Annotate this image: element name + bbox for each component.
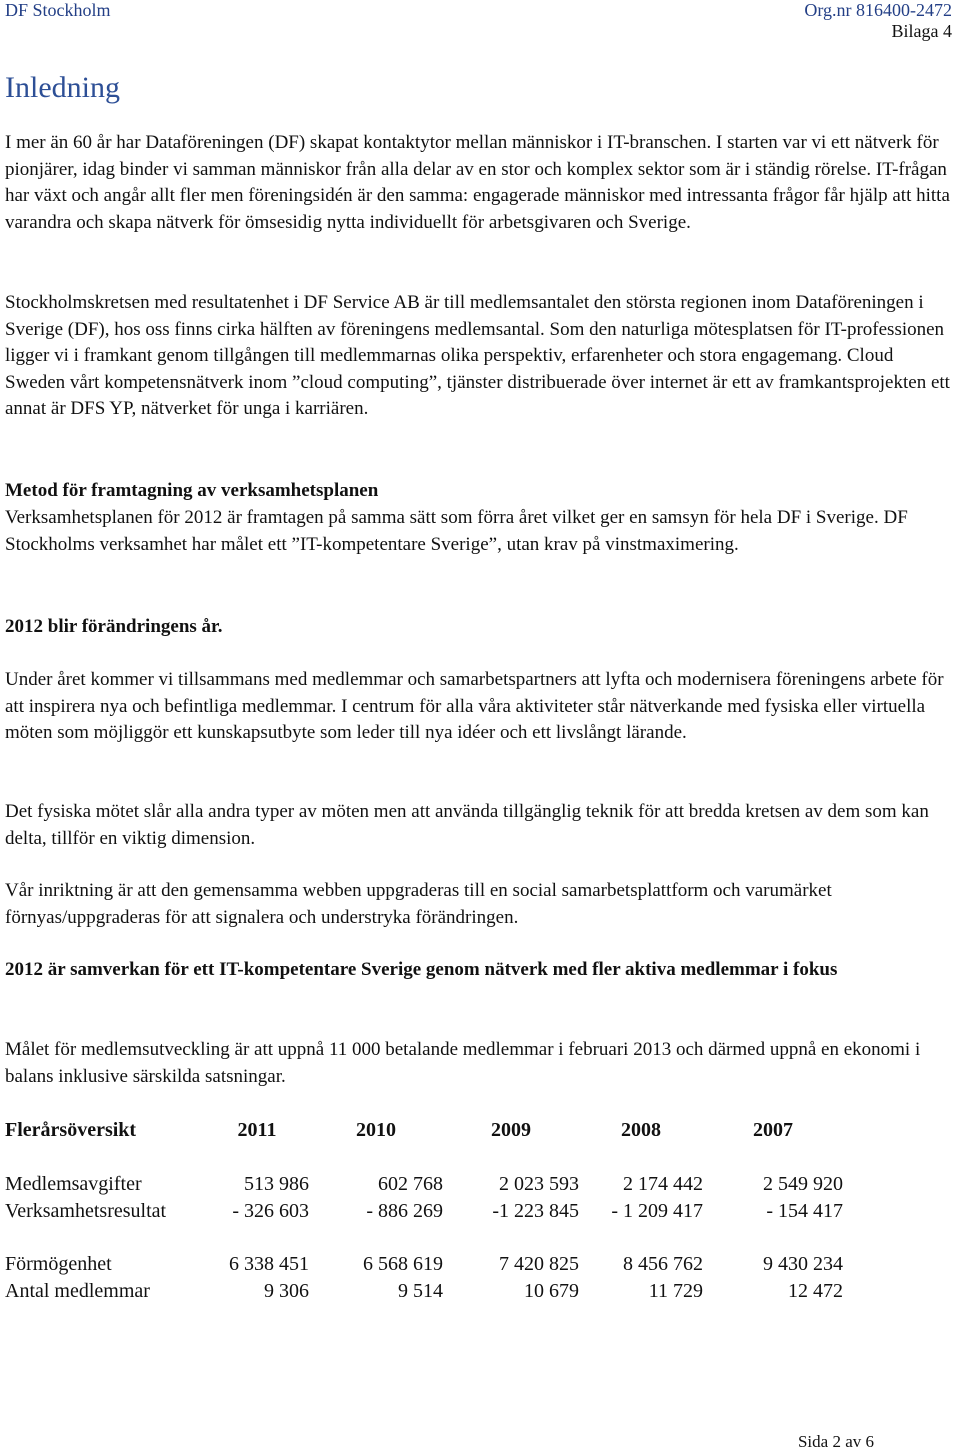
fysiska-paragraph: Det fysiska mötet slår alla andra typer av möten men att använda tillgänglig teknik för att bredda kretsen av dem som kan delta, tillför en viktig dimension. [5, 801, 929, 849]
table-cell: 2 549 920 [763, 1173, 843, 1195]
table-cell: 2 023 593 [499, 1173, 579, 1195]
table-cell: 602 768 [378, 1173, 443, 1195]
table-cell: 11 729 [648, 1280, 703, 1302]
spacer-row [5, 1145, 843, 1171]
intro-paragraph: I mer än 60 år har Dataföreningen (DF) skapat kontaktytor mellan människor i IT-branschen. I starten var vi ett nätverk för pionjärer, idag binder vi samman människor från alla delar av en stor och komplex sektor som är i ständig rörelse. IT-frågan har växt och angår allt fler men föreningsidén är den samma: engagerade människor med intressanta frågor får hjälp att hitta varandra och skapa nätverk för ömsesidig nytta individuellt för arbetsgivaren och Sverige. [5, 132, 950, 233]
year-header: 2010 [356, 1118, 396, 1141]
row-label: Antal medlemmar [5, 1280, 150, 1302]
metod-heading: Metod för framtagning av verksamhetsplanen [5, 480, 379, 501]
year-heading: 2012 blir förändringens år. [5, 616, 223, 637]
table-row [5, 1171, 843, 1198]
table-cell: 9 306 [264, 1280, 309, 1302]
table-row [5, 1278, 843, 1305]
year-header: 2009 [491, 1118, 531, 1141]
table-cell: 7 420 825 [499, 1253, 579, 1275]
table-cell: 6 338 451 [229, 1253, 309, 1275]
stockholm-paragraph: Stockholmskretsen med resultatenhet i DF Service AB är till medlemsantalet den största regionen inom Dataföreningen i Sverige (DF), hos oss finns cirka hälften av föreningens medlemsantal. Som den naturliga mötesplatsen för IT-professionen ligger vi i framkant genom tillgången till medlemmarnas olika perspektiv, erfarenheter och stora engagemang. Cloud Sweden vårt kompetensnätverk inom ”cloud computing”, tjänster distribuerade över internet är ett av framkantsprojekten ett annat är DFS YP, nätverket för unga i karriären. [5, 292, 950, 419]
inriktning-paragraph: Vår inriktning är att den gemensamma webben uppgraderas till en social samarbetsplattform och varumärket förnyas/uppgraderas för att signalera och understryka förändringen. [5, 880, 832, 928]
spacer-row [5, 1225, 843, 1251]
overview-table [5, 1115, 843, 1305]
table-cell: - 1 209 417 [611, 1200, 703, 1222]
page-number: Sida 2 av 6 [797, 1432, 874, 1451]
overview-header-row [5, 1115, 843, 1145]
year-header: 2011 [237, 1118, 277, 1141]
table-row [5, 1198, 843, 1225]
table-cell: 2 174 442 [623, 1173, 703, 1195]
samverkan-heading: 2012 är samverkan för ett IT-kompetentare Sverige genom nätverk med fler aktiva medlemmar i fokus [5, 959, 838, 980]
table-cell: - 326 603 [232, 1200, 309, 1222]
table-row [5, 1251, 843, 1278]
table-cell: 10 679 [524, 1280, 579, 1302]
header-attachment: Bilaga 4 [891, 21, 952, 41]
header-org-number: Org.nr 816400-2472 [804, 0, 952, 20]
table-cell: 12 472 [788, 1280, 843, 1302]
metod-paragraph: Verksamhetsplanen för 2012 är framtagen på samma sätt som förra året vilket ger en samsyn för hela DF i Sverige. DF Stockholms verksamhet har målet ett ”IT-kompetentare Sverige”, utan krav på vinstmaximering. [5, 507, 908, 555]
malet-paragraph: Målet för medlemsutveckling är att uppnå 11 000 betalande medlemmar i februari 2013 och därmed uppnå en ekonomi i balans inklusive särskilda satsningar. [5, 1039, 921, 1087]
table-cell: 9 430 234 [763, 1253, 843, 1275]
table-cell: - 886 269 [366, 1200, 443, 1222]
table-cell: 6 568 619 [363, 1253, 443, 1275]
under-aret-paragraph: Under året kommer vi tillsammans med medlemmar och samarbetspartners att lyfta och modernisera föreningens arbete för att inspirera nya och befintliga medlemmar. I centrum för alla våra aktiviteter står nätverkande med fysiska eller virtuella möten som möjliggör ett kunskapsutbyte som leder till nya idéer och ett livslångt lärande. [5, 669, 944, 743]
overview-heading: Flerårsöversikt [5, 1118, 137, 1141]
table-cell: 8 456 762 [623, 1253, 703, 1275]
table-cell: 9 514 [398, 1280, 443, 1302]
header-org-name: DF Stockholm [5, 0, 111, 20]
row-label: Medlemsavgifter [5, 1173, 142, 1195]
year-header: 2008 [621, 1118, 661, 1141]
table-cell: -1 223 845 [492, 1200, 579, 1222]
row-label: Verksamhetsresultat [5, 1200, 167, 1222]
table-cell: 513 986 [244, 1173, 309, 1195]
year-header: 2007 [753, 1118, 793, 1141]
row-label: Förmögenhet [5, 1253, 112, 1275]
table-cell: - 154 417 [766, 1200, 843, 1222]
page-title: Inledning [5, 71, 120, 104]
